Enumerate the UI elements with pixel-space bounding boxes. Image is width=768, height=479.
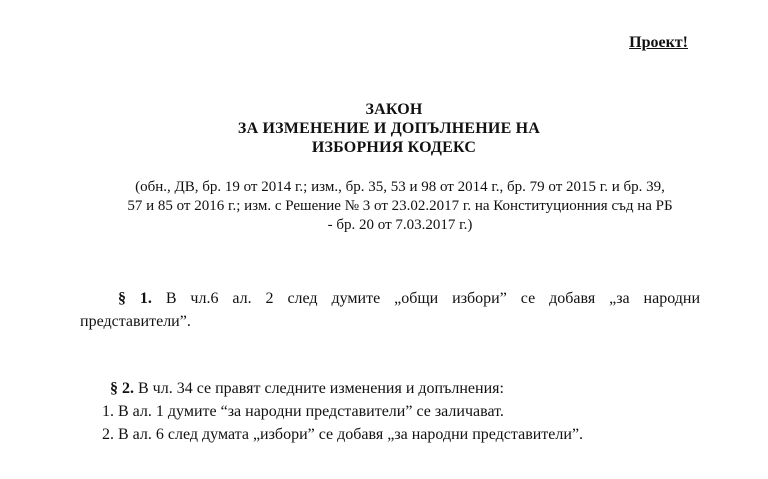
amendments-note-line-2: 57 и 85 от 2016 г.; изм. с Решение № 3 от 23.02.2017 г. на Конституционния съд на РБ [127, 198, 673, 214]
section-1-line-2: представители”. [80, 313, 191, 330]
section-2-intro-row [110, 377, 710, 400]
amendments-note-line-3: - бр. 20 от 7.03.2017 г.) [327, 217, 473, 233]
section-2 [102, 377, 710, 446]
law-title [0, 100, 768, 157]
section-1-symbol: § 1. [118, 290, 152, 307]
section-2-item-1: 1. В ал. 1 думите “за народни представители” се заличават. [102, 403, 504, 420]
draft-label: Проект! [629, 34, 688, 51]
section-2-item-2: 2. В ал. 6 след думата „избори” се добавя „за народни представители”. [102, 426, 584, 443]
section-2-intro: В чл. 34 се правят следните изменения и допълнения: [138, 380, 504, 397]
amendments-note [95, 178, 705, 235]
title-line-2: ЗА ИЗМЕНЕНИЕ И ДОПЪЛНЕНИЕ НА [237, 120, 541, 137]
title-line-1: ЗАКОН [365, 101, 423, 118]
amendments-note-line-1: (обн., ДВ, бр. 19 от 2014 г.; изм., бр. 35, 53 и 98 от 2014 г., бр. 79 от 2015 г. и бр. 39, [135, 179, 665, 195]
title-line-3: ИЗБОРНИЯ КОДЕКС [311, 139, 477, 156]
section-2-symbol: § 2. [110, 380, 134, 397]
section-1 [80, 287, 700, 333]
section-1-line-1 [80, 287, 700, 310]
section-1-text-1: В чл.6 ал. 2 след думите „общи избори” се добавя „за народни [165, 290, 701, 307]
